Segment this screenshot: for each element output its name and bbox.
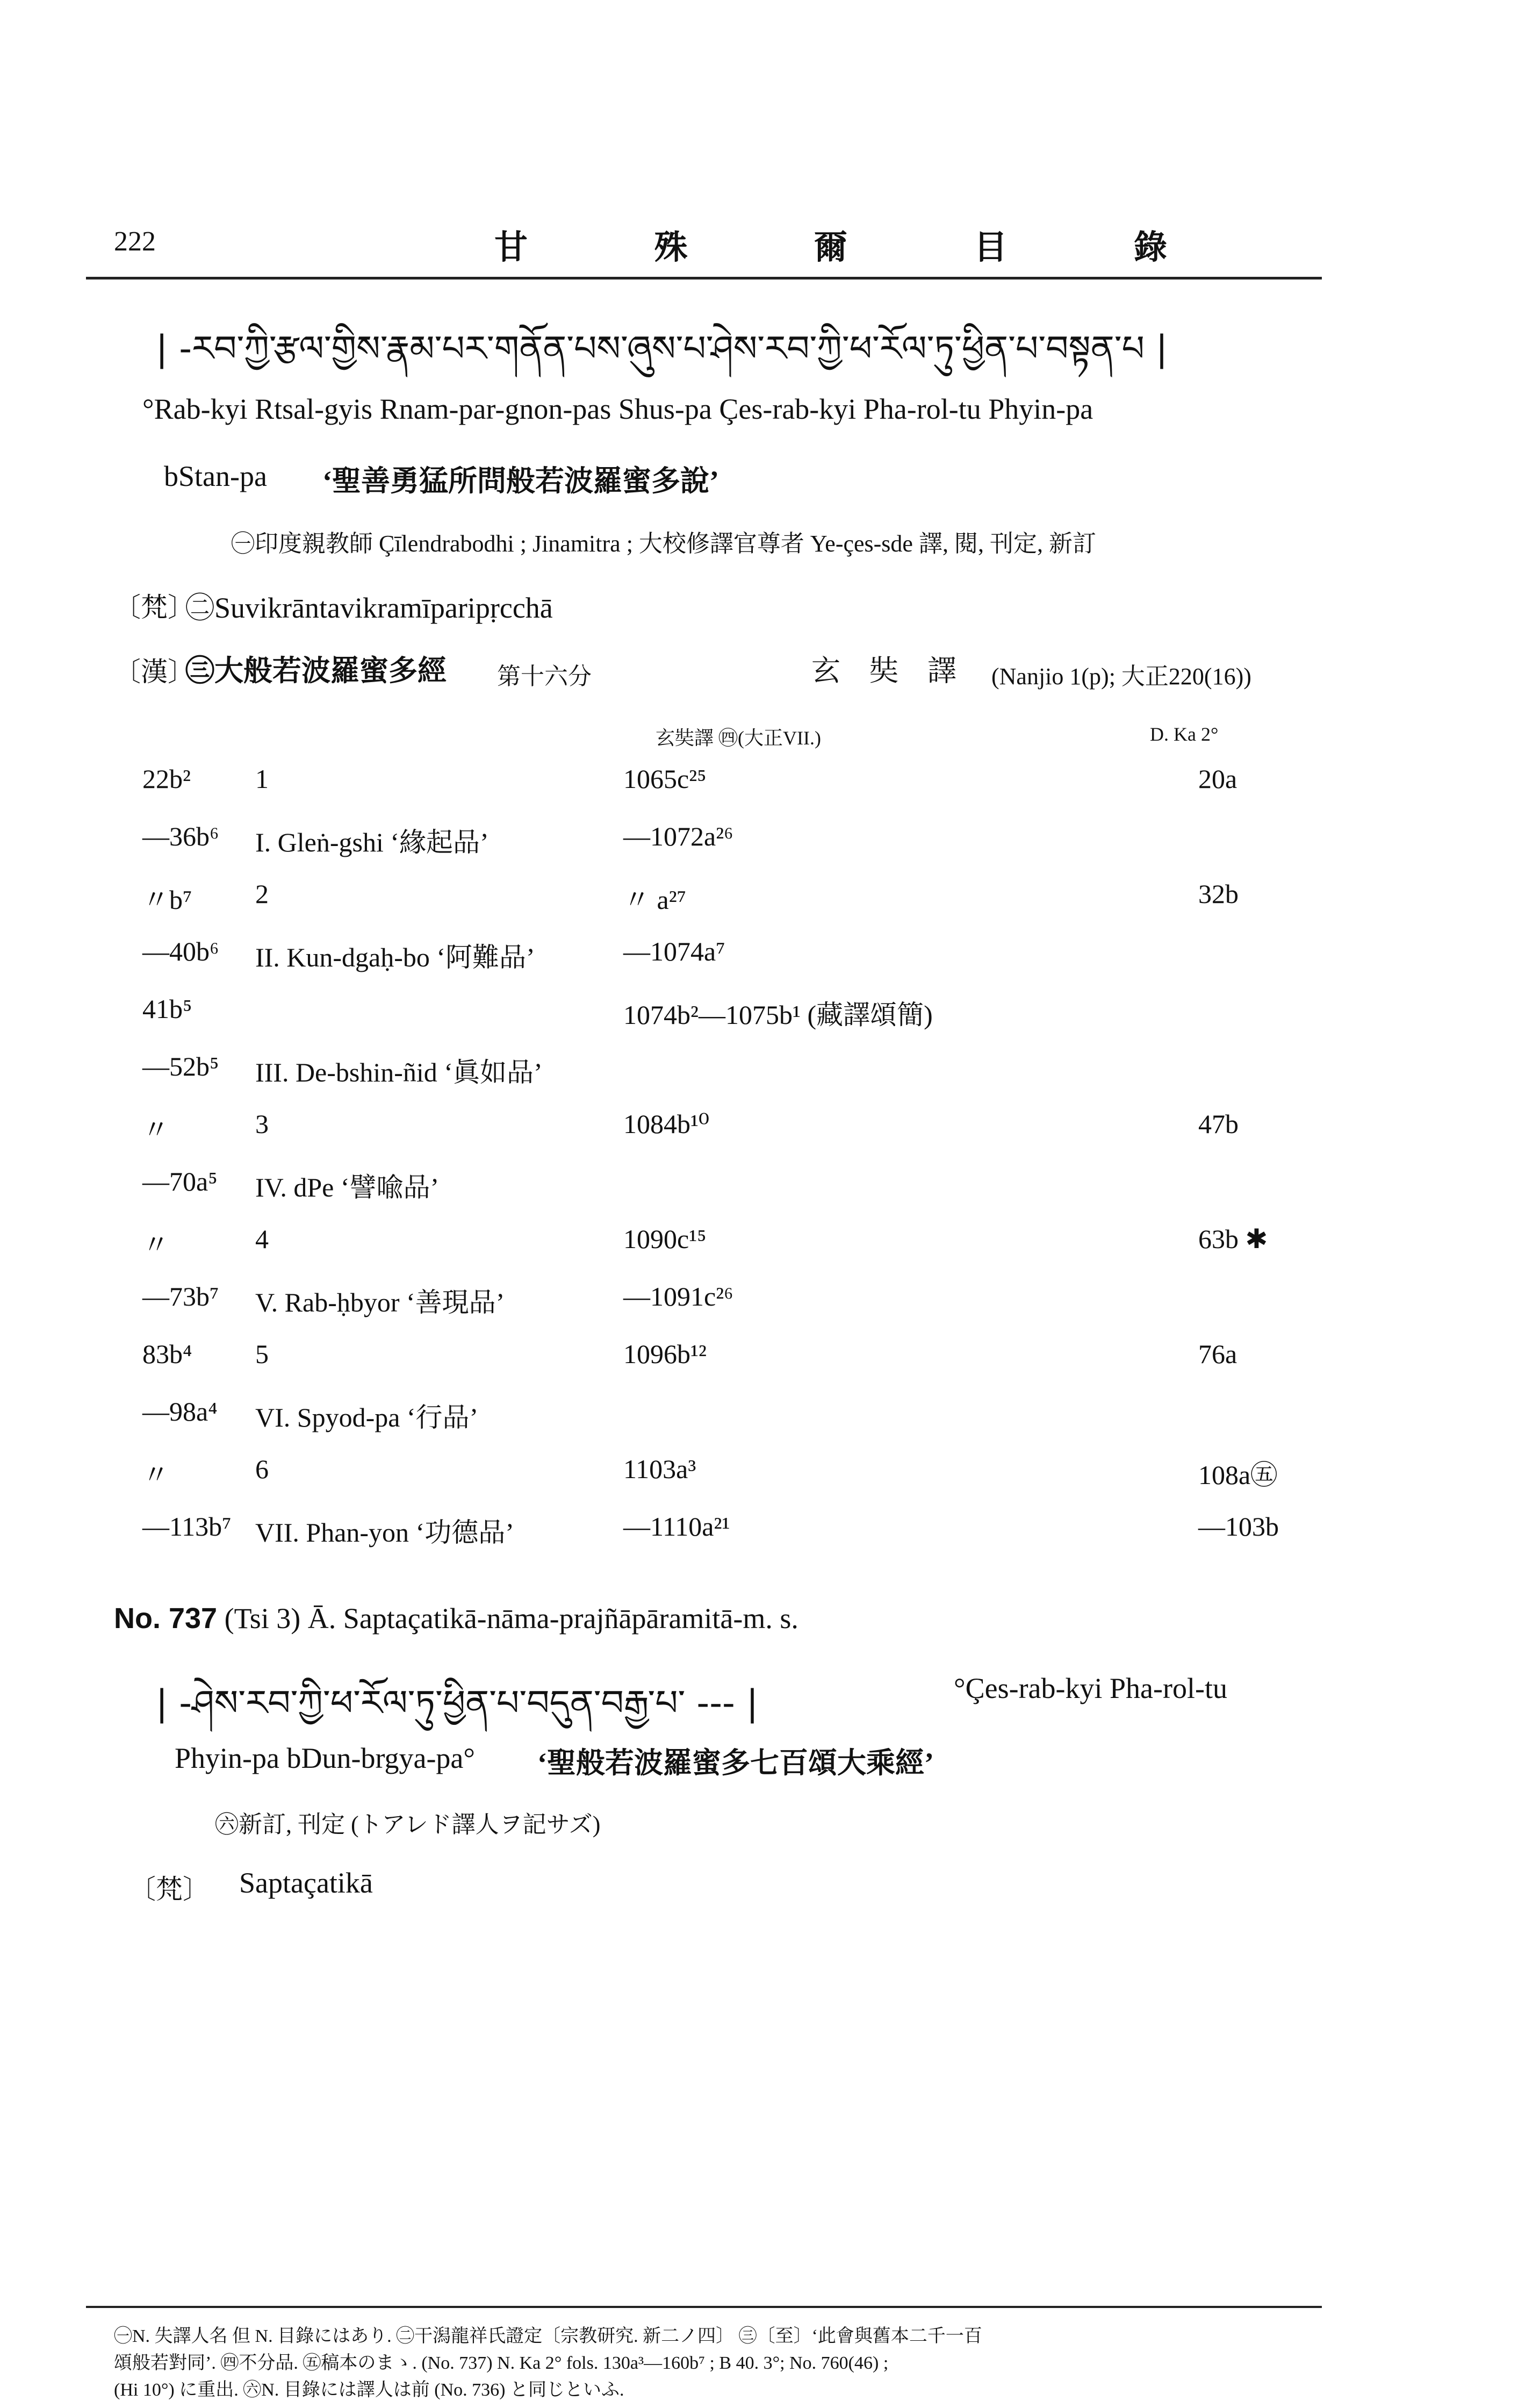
- table-cell-c4: 108a㊄: [1198, 1460, 1278, 1490]
- table-cell-c1: —70a⁵: [142, 1166, 218, 1196]
- table-cell-c2: 3: [255, 1109, 269, 1139]
- table-cell-c2: III. De-bshin-ñid ‘眞如品’: [255, 1057, 543, 1087]
- table-cell-c2: 5: [255, 1339, 269, 1369]
- footnote-rule: [86, 2306, 1322, 2308]
- table-cell-c3: 1084b¹⁰: [623, 1109, 710, 1139]
- table-cell-c1: —40b⁶: [142, 936, 219, 966]
- table-cell-c2: IV. dPe ‘譬喩品’: [255, 1172, 440, 1202]
- table-cell-c3: 1065c²⁵: [623, 764, 707, 794]
- table-cell-c2: I. Gleṅ-gshi ‘緣起品’: [255, 827, 489, 857]
- table-cell-c1: 83b⁴: [142, 1339, 192, 1369]
- table-cell-c4: 20a: [1198, 764, 1237, 794]
- table-cell-c2: V. Rab-ḥbyor ‘善現品’: [255, 1287, 505, 1317]
- table-cell-c3: —1074a⁷: [623, 936, 725, 966]
- table-cell-c3: —1072a²⁶: [623, 821, 733, 851]
- table-cell-c1: 〃: [142, 1230, 169, 1260]
- table-cell-c3: 1090c¹⁵: [623, 1224, 707, 1254]
- table-cell-c1: 〃: [142, 1460, 169, 1490]
- translators-1: ㊀印度親教師 Çīlendrabodhi ; Jinamitra ; 大校修譯官尊者 Ye-çes-sde 譯, 閱, 刊定, 新訂: [231, 531, 1096, 557]
- sanskrit-label-1: 〔梵〕: [114, 592, 195, 622]
- chinese-sutra-1: ㊂大般若波羅蜜多經: [185, 655, 447, 687]
- romanized-title-2b: Phyin-pa bDun-brgya-pa°: [175, 1742, 475, 1774]
- table-cell-c3: 1096b¹²: [623, 1339, 707, 1369]
- sanskrit-title-2: Saptaçatikā: [239, 1867, 373, 1899]
- chinese-title-2: ‘聖般若波羅蜜多七百頌大乘經’: [537, 1747, 934, 1779]
- table-cell-c4: 76a: [1198, 1339, 1237, 1369]
- header-rule: [86, 277, 1322, 279]
- chinese-translator-1: 玄 奘 譯: [811, 655, 956, 687]
- table-cell-c1: —52b⁵: [142, 1051, 219, 1081]
- table-cell-c2: 4: [255, 1224, 269, 1254]
- table-header-derge: D. Ka 2°: [1150, 723, 1219, 745]
- sanskrit-label-2: 〔梵〕: [129, 1874, 210, 1904]
- table-cell-c3: —1110a²¹: [623, 1511, 730, 1542]
- romanized-title-1b: bStan-pa: [164, 460, 267, 492]
- table-cell-c1: 〃b⁷: [142, 885, 192, 915]
- table-cell-c1: —73b⁷: [142, 1281, 219, 1311]
- table-cell-c3: 1074b²—1075b¹ (藏譯頌簡): [623, 1000, 933, 1030]
- table-cell-c1: —113b⁷: [142, 1511, 232, 1542]
- table-cell-c4: 47b: [1198, 1109, 1239, 1139]
- table-cell-c2: 6: [255, 1454, 269, 1484]
- nanjio-ref-1: (Nanjio 1(p); 大正220(16)): [991, 663, 1251, 690]
- chinese-label-1: 〔漢〕: [114, 657, 195, 687]
- table-cell-c2: 1: [255, 764, 269, 794]
- entry-number: No. 737: [114, 1602, 218, 1635]
- page-number: 222: [114, 226, 156, 257]
- chinese-part-1: 第十六分: [497, 663, 592, 690]
- footnote-line-2: 頌般若對同’. ㊃不分品. ㊄稿本のまゝ. (No. 737) N. Ka 2° fols. 130a³—160b⁷ ; B 40. 3°; No. 760(46) ;: [114, 2353, 889, 2373]
- entry-heading: (Tsi 3) Ā. Saptaçatikā-nāma-prajñāpāramitā-m. s.: [224, 1602, 798, 1635]
- table-cell-c3: 1103a³: [623, 1454, 696, 1484]
- footnote-line-1: ㊀N. 失譯人名 但 N. 目錄にはあり. ㊁干潟龍祥氏證定〔宗教研究. 新二ノ四〕 ㊂〔至〕‘此會與舊本二千一百: [114, 2326, 982, 2346]
- tibetan-title-2: | -ཤེས་རབ་ཀྱི་ཕ་རོལ་ཏུ་ཕྱིན་པ་བདུན་བརྒྱ་པ་ --- |: [156, 1682, 759, 1724]
- table-cell-c3: —1091c²⁶: [623, 1281, 733, 1311]
- entry-number-737: [114, 1602, 798, 1635]
- table-cell-c2: 2: [255, 879, 269, 909]
- romanized-title-2a: °Çes-rab-kyi Pha-rol-tu: [954, 1672, 1227, 1704]
- chinese-title-1: ‘聖善勇猛所問般若波羅蜜多說’: [322, 465, 719, 497]
- table-cell-c1: —36b⁶: [142, 821, 219, 851]
- table-header-xuanzang: 玄奘譯 ㊃(大正VII.): [656, 727, 821, 749]
- romanized-title-1a: °Rab-kyi Rtsal-gyis Rnam-par-gnon-pas Shus-pa Çes-rab-kyi Pha-rol-tu Phyin-pa: [142, 393, 1093, 425]
- table-cell-c4: 32b: [1198, 879, 1239, 909]
- table-cell-c2: VII. Phan-yon ‘功德品’: [255, 1517, 514, 1547]
- table-cell-c4: 63b ✱: [1198, 1224, 1268, 1254]
- table-cell-c4: —103b: [1198, 1511, 1279, 1542]
- running-title: 甘 殊 爾 目 錄: [494, 230, 1227, 266]
- sanskrit-title-1: ㊁Suvikrāntavikramīparipṛcchā: [185, 592, 553, 624]
- table-cell-c3: 〃 a²⁷: [623, 885, 687, 915]
- footnote-line-3: (Hi 10°) に重出. ㊅N. 目錄には譯人は前 (No. 736) と同じといふ.: [114, 2380, 624, 2400]
- table-cell-c1: —98a⁴: [142, 1396, 218, 1427]
- tibetan-title-1: | -རབ་ཀྱི་རྩལ་གྱིས་རྣམ་པར་གནོན་པས་ཞུས་པ་ཤེས་རབ་ཀྱི་ཕ་རོལ་ཏུ་ཕྱིན་པ་བསྟན་པ |: [156, 328, 1168, 369]
- table-cell-c1: 〃: [142, 1115, 169, 1145]
- table-cell-c2: VI. Spyod-pa ‘行品’: [255, 1402, 479, 1432]
- table-cell-c1: 41b⁵: [142, 994, 192, 1024]
- table-cell-c2: II. Kun-dgaḥ-bo ‘阿難品’: [255, 942, 535, 972]
- note-2: ㊅新訂, 刊定 (トアレド譯人ヲ記サズ): [215, 1811, 601, 1838]
- table-cell-c1: 22b²: [142, 764, 191, 794]
